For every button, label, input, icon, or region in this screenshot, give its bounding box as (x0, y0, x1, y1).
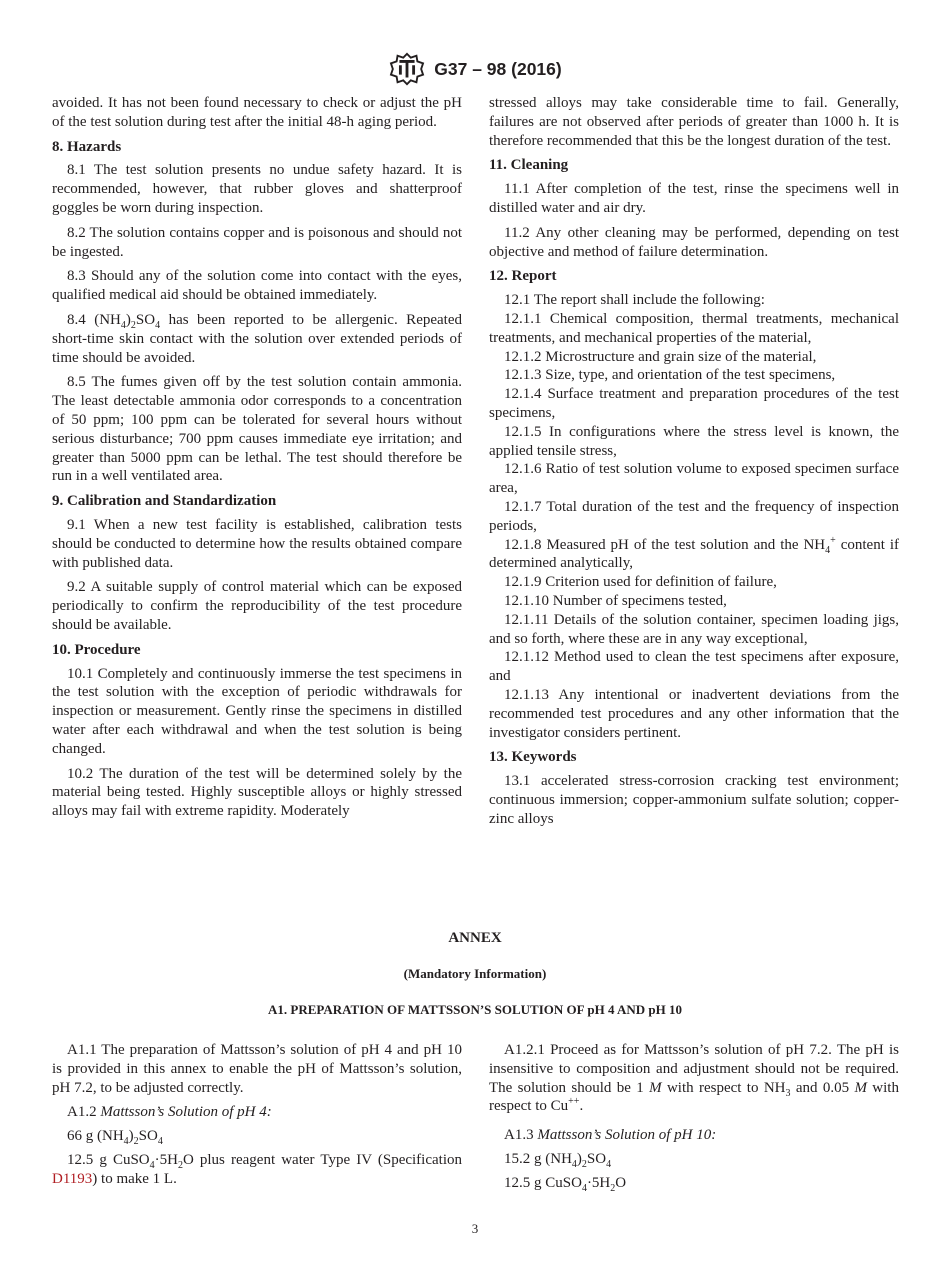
paragraph: A1.1 The preparation of Mattsson’s solution of pH 4 and pH 10 is provided in this annex to enable the pH of Mattsson’s solution, pH 7.2, to be adjusted correctly. (52, 1042, 462, 1096)
list-item: 12.1.6 Ratio of test solution volume to exposed specimen surface area, (489, 461, 899, 497)
paragraph: 10.2 The duration of the test will be determined solely by the material being tested. Highly susceptible alloys or highly stressed alloys may fail with extreme rapidity. Moderately (52, 765, 462, 820)
formula-line (52, 1151, 462, 1189)
section-heading: 12. Report (489, 268, 557, 285)
paragraph: 11.2 Any other cleaning may be performed, depending on test objective and method of failure determination. (489, 224, 899, 260)
right-column (489, 94, 899, 834)
subscript: 4 (157, 1136, 163, 1148)
subscript: 4 (606, 1158, 612, 1170)
list-item: 12.1.2 Microstructure and grain size of the material, (504, 348, 817, 365)
subscript: 3 (785, 1087, 791, 1099)
italic-text: M (649, 1079, 662, 1096)
annex-title: ANNEX (448, 930, 502, 946)
text: 12.1.8 Measured pH of the test solution and the NH (504, 536, 826, 553)
text: . (579, 1098, 584, 1115)
astm-logo-icon (388, 52, 426, 86)
annex-subtitle: (Mandatory Information) (403, 966, 547, 981)
section-heading: 13. Keywords (489, 749, 577, 766)
section-heading: 11. Cleaning (489, 157, 569, 174)
subscript: 2 (130, 319, 136, 331)
text: ) (125, 311, 131, 328)
document-designation: G37 – 98 (2016) (434, 58, 562, 79)
list-item (489, 536, 899, 574)
subscript: 2 (177, 1159, 183, 1171)
list-item: 12.1.3 Size, type, and orientation of the test specimens, (504, 367, 836, 384)
list-item: 12.1.9 Criterion used for definition of failure, (504, 574, 777, 591)
text: ) to make 1 L. (92, 1170, 177, 1187)
annex-left-column (52, 1041, 462, 1194)
paragraph: 13.1 accelerated stress-corrosion cracking test environment; continuous immersion; copper-ammonium sulfate solution; copper-zinc alloys (489, 773, 899, 827)
text: SO (135, 311, 156, 328)
text: A1.2.1 Proceed as for Mattsson’s solution of pH 7.2. The pH is insensitive to composition and adjustment should not be required. The solution should be 1 (489, 1042, 899, 1096)
list-item: 12.1.12 Method used to clean the test specimens after exposure, and (489, 649, 899, 685)
list-item: 12.1.4 Surface treatment and preparation procedures of the test specimens, (489, 386, 899, 421)
subscript: 4 (123, 1136, 129, 1148)
subscript: 4 (149, 1159, 155, 1171)
text: 66 g (NH (67, 1128, 124, 1145)
text: ) (128, 1128, 134, 1145)
text: 12.5 g CuSO (67, 1151, 150, 1168)
paragraph: 10.1 Completely and continuously immerse the test specimens in the test solution with the exception of periodic withdrawals for inspection or measurement. Gently rinse the specimens in distilled water after each withdrawal and when the test solution is being changed. (52, 665, 462, 757)
text: with respect to Cu (489, 1079, 899, 1115)
text: A1.3 (504, 1127, 538, 1144)
text: SO (138, 1128, 158, 1145)
text: ·5H (586, 1174, 611, 1191)
paragraph: 8.3 Should any of the solution come into contact with the eyes, qualified medical aid should be obtained immediately. (52, 268, 462, 304)
paragraph (52, 311, 462, 367)
left-column (52, 94, 462, 827)
paragraph: 9.1 When a new test facility is established, calibration tests should be conducted to determine how the results obtained compare with published data. (52, 516, 462, 571)
paragraph (489, 1041, 899, 1116)
section-heading: 10. Procedure (52, 641, 141, 658)
formula-line (489, 1174, 899, 1193)
page-header (0, 52, 950, 86)
subscript: 4 (120, 319, 126, 331)
list-item: 12.1.5 In configurations where the stress level is known, the applied tensile stress, (489, 423, 899, 459)
paragraph (52, 1103, 462, 1122)
subscript: 4 (155, 319, 161, 331)
italic-heading: Mattsson’s Solution of pH 10: (537, 1127, 717, 1144)
text: 8.4 (NH (67, 311, 121, 328)
paragraph: 8.5 The fumes given off by the test solution contain ammonia. The least detectable ammonia odor corresponds to a concentration of 50 ppm; 100 ppm can be tolerated for several hours without serious disturbance; 700 ppm causes immediate eye irritation; and greater than 5000 ppm can be lethal. The test should therefore be run in a well ventilated area. (52, 374, 462, 485)
paragraph: stressed alloys may take considerable time to fail. Generally, failures are not observed after periods of greater than 1000 h. It is therefore recommended that this be the longest duration of the test. (489, 95, 899, 149)
list-item: 12.1.7 Total duration of the test and the frequency of inspection periods, (489, 498, 899, 534)
formula-line (52, 1127, 462, 1146)
text: has been reported to be allergenic. Repeated short-time skin contact with the solution over extended periods of time should be avoided. (52, 311, 462, 366)
list-item: 12.1.1 Chemical composition, thermal treatments, mechanical treatments, and mechanical properties of the material, (489, 310, 899, 346)
text: with respect to NH (661, 1079, 786, 1096)
text: and 0.05 (790, 1079, 855, 1096)
list-item: 12.1.10 Number of specimens tested, (504, 592, 727, 609)
reference-link[interactable]: D1193 (52, 1170, 93, 1187)
text: O (615, 1174, 627, 1191)
paragraph: 8.1 The test solution presents no undue safety hazard. It is recommended, however, that rubber gloves and shatterproof goggles be worn during inspection. (52, 162, 462, 216)
page-number: 3 (471, 1221, 479, 1236)
paragraph: 8.2 The solution contains copper and is poisonous and should not be ingested. (52, 224, 462, 260)
text: content if determined analytically, (489, 536, 899, 572)
subscript: 2 (133, 1136, 139, 1148)
section-heading: 8. Hazards (52, 138, 122, 155)
superscript: + (830, 534, 836, 546)
list-item: 12.1.11 Details of the solution container, specimen loading jigs, and so forth, where these are in any way exceptional, (489, 611, 899, 647)
list-item: 12.1.13 Any intentional or inadvertent deviations from the recommended test procedures and any other information that the investigator considers pertinent. (489, 686, 899, 741)
text: 12.5 g CuSO (504, 1174, 582, 1191)
paragraph: 9.2 A suitable supply of control material which can be exposed periodically to confirm the reproducibility of the test procedure should be available. (52, 579, 462, 633)
paragraph (489, 1126, 899, 1145)
paragraph: avoided. It has not been found necessary to check or adjust the pH of the test solution during test after the initial 48-h aging period. (52, 95, 462, 130)
subscript: 2 (610, 1182, 616, 1194)
subscript: 4 (571, 1158, 577, 1170)
text: SO (586, 1150, 607, 1167)
text: ·5H (154, 1151, 178, 1168)
section-heading: 9. Calibration and Standardization (52, 493, 277, 510)
paragraph: 12.1 The report shall include the following: (504, 292, 765, 309)
subscript: 2 (581, 1158, 587, 1170)
italic-text: M (854, 1079, 867, 1096)
paragraph: 11.1 After completion of the test, rinse the specimens well in distilled water and air dry. (489, 181, 899, 216)
annex-section-title: A1. PREPARATION OF MATTSSON’S SOLUTION OF pH 4 AND pH 10 (267, 1002, 682, 1017)
superscript: ++ (568, 1096, 580, 1108)
text: ) (576, 1150, 582, 1167)
text: O plus reagent water Type IV (Specification (182, 1151, 462, 1168)
annex-right-column (489, 1041, 899, 1198)
subscript: 4 (825, 544, 831, 556)
subscript: 4 (581, 1182, 587, 1194)
italic-heading: Mattsson’s Solution of pH 4: (100, 1104, 272, 1121)
formula-line (489, 1150, 899, 1169)
text: A1.2 (67, 1104, 101, 1121)
text: 15.2 g (NH (504, 1150, 572, 1167)
